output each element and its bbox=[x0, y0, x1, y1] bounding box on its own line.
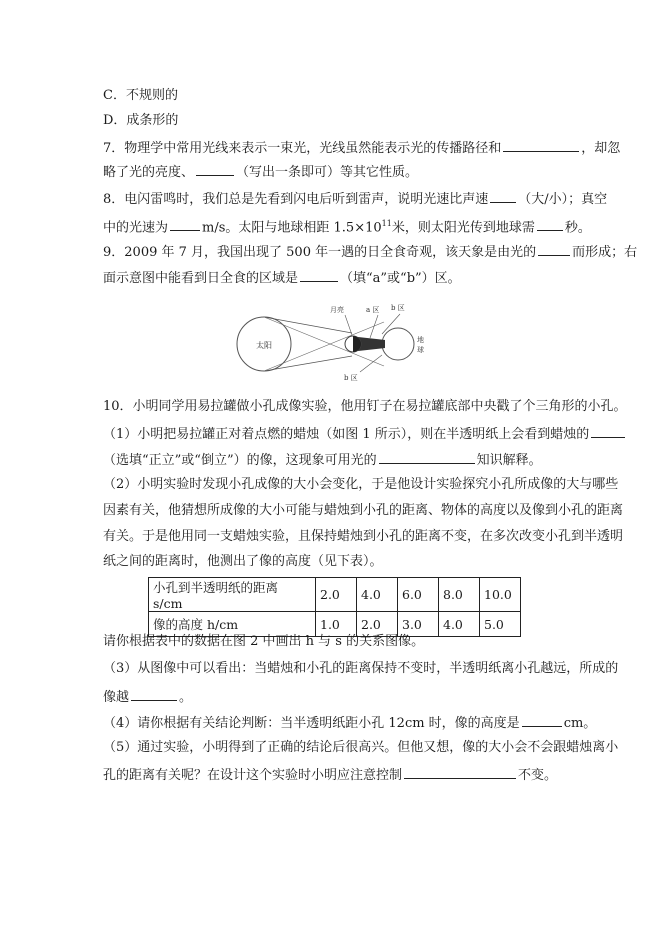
q10-text: （4）请你根据有关结论判断：当半透明纸距小孔 12cm 时，像的高度是 bbox=[103, 716, 520, 731]
q9-text: 9．2009 年 7 月，我国出现了 500 年一遇的日全食奇观，该天象是由光的 bbox=[103, 245, 537, 260]
question-10-part-4 bbox=[103, 714, 596, 732]
table-row bbox=[149, 578, 521, 612]
option-c: C．不规则的 bbox=[103, 88, 178, 103]
question-10-part-1-line-1 bbox=[103, 425, 627, 443]
question-10-part-3-line-2 bbox=[103, 688, 192, 706]
table-row-label: 小孔到半透明纸的距离 s/cm bbox=[149, 578, 316, 612]
question-9-line-1 bbox=[103, 243, 637, 261]
table-cell: 8.0 bbox=[439, 578, 480, 612]
answer-blank[interactable] bbox=[300, 269, 338, 282]
answer-blank[interactable] bbox=[503, 139, 579, 152]
solar-eclipse-diagram bbox=[232, 300, 432, 384]
label-leader bbox=[370, 315, 378, 338]
question-8-line-1 bbox=[103, 190, 607, 208]
question-7-line-2 bbox=[103, 163, 418, 181]
q7-text: ，却忽 bbox=[581, 141, 621, 156]
table-row-label: 像的高度 h/cm bbox=[149, 612, 316, 637]
zone-b-top-label: b 区 bbox=[391, 304, 405, 312]
answer-blank[interactable] bbox=[522, 714, 562, 727]
q10-text: 不变。 bbox=[518, 768, 558, 783]
earth-label: 地 bbox=[417, 336, 424, 344]
answer-blank[interactable] bbox=[379, 451, 475, 464]
table-cell: 3.0 bbox=[398, 612, 439, 637]
question-10-part-2-line-3: 有关。于是他用同一支蜡烛实验，且保持蜡烛到小孔的距离不变，在多次改变小孔到半透明 bbox=[103, 529, 624, 544]
question-9-line-2 bbox=[103, 269, 461, 287]
q8-text: 8．电闪雷鸣时，我们总是先看到闪电后听到雷声，说明光速比声速 bbox=[103, 192, 489, 207]
q7-text: 略了光的亮度、 bbox=[103, 165, 195, 180]
table-cell: 2.0 bbox=[316, 578, 357, 612]
earth-circle bbox=[382, 328, 414, 360]
q8-text: 中的光速为 bbox=[103, 220, 169, 236]
question-10-part-2-line-4: 纸之间的距离时，他测出了像的高度（见下表）。 bbox=[103, 554, 383, 569]
answer-blank[interactable] bbox=[537, 218, 563, 231]
q9-text: 而形成；右 bbox=[572, 245, 638, 260]
question-10-part-3-line-1: （3）从图像中可以看出：当蜡烛和小孔的距离保持不变时，半透明纸离小孔越远，所成的 bbox=[103, 661, 619, 676]
answer-blank[interactable] bbox=[490, 190, 516, 203]
earth-label: 球 bbox=[417, 346, 424, 354]
question-7-line-1 bbox=[103, 139, 620, 157]
q10-text: 孔的距离有关呢？在设计这个实验时小明应注意控制 bbox=[103, 768, 403, 783]
zone-b-bottom-label: b 区 bbox=[344, 374, 358, 382]
q10-text: （1）小明把易拉罐正对着点燃的蜡烛（如图 1 所示），则在半透明纸上会看到蜡烛的 bbox=[103, 427, 590, 442]
zone-a-label: a 区 bbox=[366, 306, 380, 314]
q9-text: （填“a”或“b”）区。 bbox=[340, 271, 461, 286]
table-cell: 2.0 bbox=[357, 612, 398, 637]
question-10-part-5-line-2 bbox=[103, 766, 557, 784]
q8-text: 米，则太阳光传到地球需 bbox=[391, 220, 535, 236]
q10-text: 像越 bbox=[103, 690, 130, 705]
q8-text: m/s。太阳与地球相距 1.5×10 bbox=[202, 220, 382, 236]
q7-text: （写出一条即可）等其它性质。 bbox=[236, 165, 419, 180]
question-10-part-2-line-1: （2）小明实验时发现小孔成像的大小会变化，于是他设计实验探究小孔所成像的大与哪些 bbox=[103, 477, 619, 492]
moon-label: 月亮 bbox=[330, 306, 344, 314]
q10-text: cm。 bbox=[563, 716, 597, 731]
question-10-part-1-line-2 bbox=[103, 451, 542, 469]
table-cell: 1.0 bbox=[316, 612, 357, 637]
sun-label: 太阳 bbox=[256, 341, 272, 350]
question-8-line-2 bbox=[103, 216, 591, 236]
question-10-intro: 10．小明同学用易拉罐做小孔成像实验，他用钉子在易拉罐底部中央戳了个三角形的小孔。 bbox=[103, 399, 627, 414]
q8-text: （大/小）；真空 bbox=[518, 192, 608, 207]
q7-text: 7．物理学中常用光线来表示一束光，光线虽然能表示光的传播路径和 bbox=[103, 141, 502, 156]
table-cell: 5.0 bbox=[480, 612, 521, 637]
q10-text: （选填“正立”或“倒立”）的像，这现象可用光的 bbox=[103, 453, 377, 468]
answer-blank[interactable] bbox=[591, 425, 625, 438]
q9-text: 面示意图中能看到日全食的区域是 bbox=[103, 271, 299, 286]
question-10-part-5-line-1: （5）通过实验，小明得到了正确的结论后很高兴。但他又想，像的大小会不会跟蜡烛离小 bbox=[103, 740, 619, 755]
exponent: 11 bbox=[381, 219, 392, 228]
option-d: D．成条形的 bbox=[103, 113, 179, 128]
data-table bbox=[148, 577, 521, 637]
table-cell: 4.0 bbox=[357, 578, 398, 612]
answer-blank[interactable] bbox=[404, 766, 516, 779]
answer-blank[interactable] bbox=[538, 243, 570, 256]
answer-blank[interactable] bbox=[196, 163, 234, 176]
q8-text: 秒。 bbox=[564, 220, 591, 236]
q10-text: 。 bbox=[179, 690, 193, 705]
table-cell: 4.0 bbox=[439, 612, 480, 637]
q10-text: 知识解释。 bbox=[476, 453, 542, 468]
table-cell: 10.0 bbox=[480, 578, 521, 612]
table-cell: 6.0 bbox=[398, 578, 439, 612]
answer-blank[interactable] bbox=[170, 218, 200, 231]
question-10-part-2-line-2: 因素有关，他猜想所成像的大小可能与蜡烛到小孔的距离、物体的高度以及像到小孔的距离 bbox=[103, 503, 624, 518]
answer-blank[interactable] bbox=[131, 688, 177, 701]
table-row bbox=[149, 612, 521, 637]
umbra-shadow bbox=[358, 337, 385, 351]
question-10-table-instruction: 请你根据表中的数据在图 2 中画出 h 与 s 的关系图像。 bbox=[103, 634, 425, 649]
